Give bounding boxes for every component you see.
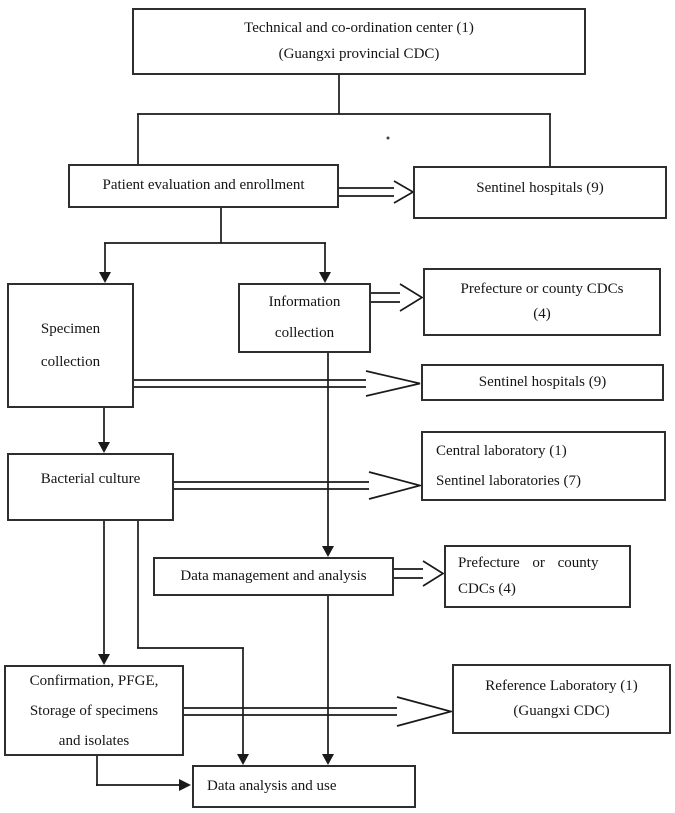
box-confirmation-pfge-text-1: Confirmation, PFGE, bbox=[29, 672, 159, 689]
box-sentinel-hospitals-specimen-text: Sentinel hospitals (9) bbox=[478, 373, 607, 390]
stray-dot bbox=[387, 137, 390, 140]
box-technical-coordination-center-subtext: (Guangxi provincial CDC) bbox=[278, 45, 440, 62]
box-patient-evaluation-enrollment bbox=[68, 164, 339, 208]
box-prefecture-county-cdcs-data bbox=[444, 545, 631, 608]
box-data-management-analysis-text: Data management and analysis bbox=[180, 567, 367, 584]
box-data-analysis-use-text: Data analysis and use bbox=[207, 777, 337, 794]
box-specimen-collection bbox=[7, 283, 134, 408]
box-prefecture-county-cdcs-information-text: Prefecture or county CDCs bbox=[460, 280, 624, 297]
box-information-collection-text-2: collection bbox=[274, 325, 335, 341]
arrow-specimen-collection-to-sentinel-hospitals bbox=[134, 371, 420, 396]
box-central-laboratory-text: Central laboratory (1) bbox=[436, 443, 567, 459]
box-information-collection-text-1: Information bbox=[268, 294, 341, 311]
connector-patient-eval-branch bbox=[99, 208, 331, 283]
box-central-sentinel-laboratories bbox=[421, 431, 666, 501]
box-reference-laboratory-subtext: (Guangxi CDC) bbox=[513, 703, 610, 719]
box-prefecture-county-cdcs-information bbox=[423, 268, 661, 336]
box-reference-laboratory bbox=[452, 664, 671, 734]
connector-info-collection-to-data-management bbox=[322, 353, 334, 557]
box-sentinel-hospitals-enrollment-text: Sentinel hospitals (9) bbox=[476, 180, 604, 196]
connector-specimen-to-bacterial bbox=[98, 408, 110, 453]
arrow-data-management-to-prefecture-cdcs bbox=[394, 561, 443, 586]
box-technical-coordination-center-text: Technical and co-ordination center (1) bbox=[244, 20, 474, 36]
box-technical-coordination-center bbox=[132, 8, 586, 75]
arrow-bacterial-culture-to-laboratories bbox=[174, 472, 420, 499]
box-bacterial-culture-text: Bacterial culture bbox=[40, 471, 141, 487]
box-data-analysis-use bbox=[192, 765, 416, 808]
connector-data-management-to-data-analysis bbox=[322, 596, 334, 765]
box-information-collection bbox=[238, 283, 371, 353]
box-sentinel-hospitals-specimen bbox=[421, 364, 664, 401]
box-data-management-analysis bbox=[153, 557, 394, 596]
box-confirmation-pfge-text-2: Storage of specimens bbox=[29, 702, 159, 719]
connector-confirmation-to-data-analysis bbox=[96, 755, 191, 791]
box-sentinel-laboratories-text: Sentinel laboratories (7) bbox=[436, 473, 581, 489]
box-reference-laboratory-text: Reference Laboratory (1) bbox=[485, 677, 638, 694]
box-prefecture-county-cdcs-information-count: (4) bbox=[533, 306, 551, 322]
arrow-patient-eval-to-sentinel-hospitals bbox=[339, 181, 413, 203]
box-patient-evaluation-enrollment-text: Patient evaluation and enrollment bbox=[102, 177, 305, 194]
box-sentinel-hospitals-enrollment bbox=[413, 166, 667, 219]
connector-bacterial-to-confirmation bbox=[98, 521, 110, 665]
box-specimen-collection-text-1: Specimen bbox=[40, 320, 101, 337]
box-prefecture-county-cdcs-data-text: Prefecture or county bbox=[458, 555, 599, 571]
arrow-information-collection-to-prefecture-cdcs bbox=[371, 284, 422, 311]
box-confirmation-pfge-text-3: and isolates bbox=[58, 732, 130, 749]
box-specimen-collection-text-2: collection bbox=[40, 353, 101, 370]
box-bacterial-culture bbox=[7, 453, 174, 521]
box-confirmation-pfge-storage bbox=[4, 665, 184, 756]
connector-tech-center-branch bbox=[137, 75, 551, 166]
arrow-confirmation-to-reference-laboratory bbox=[184, 697, 451, 726]
box-prefecture-county-cdcs-data-count: CDCs (4) bbox=[458, 580, 516, 597]
